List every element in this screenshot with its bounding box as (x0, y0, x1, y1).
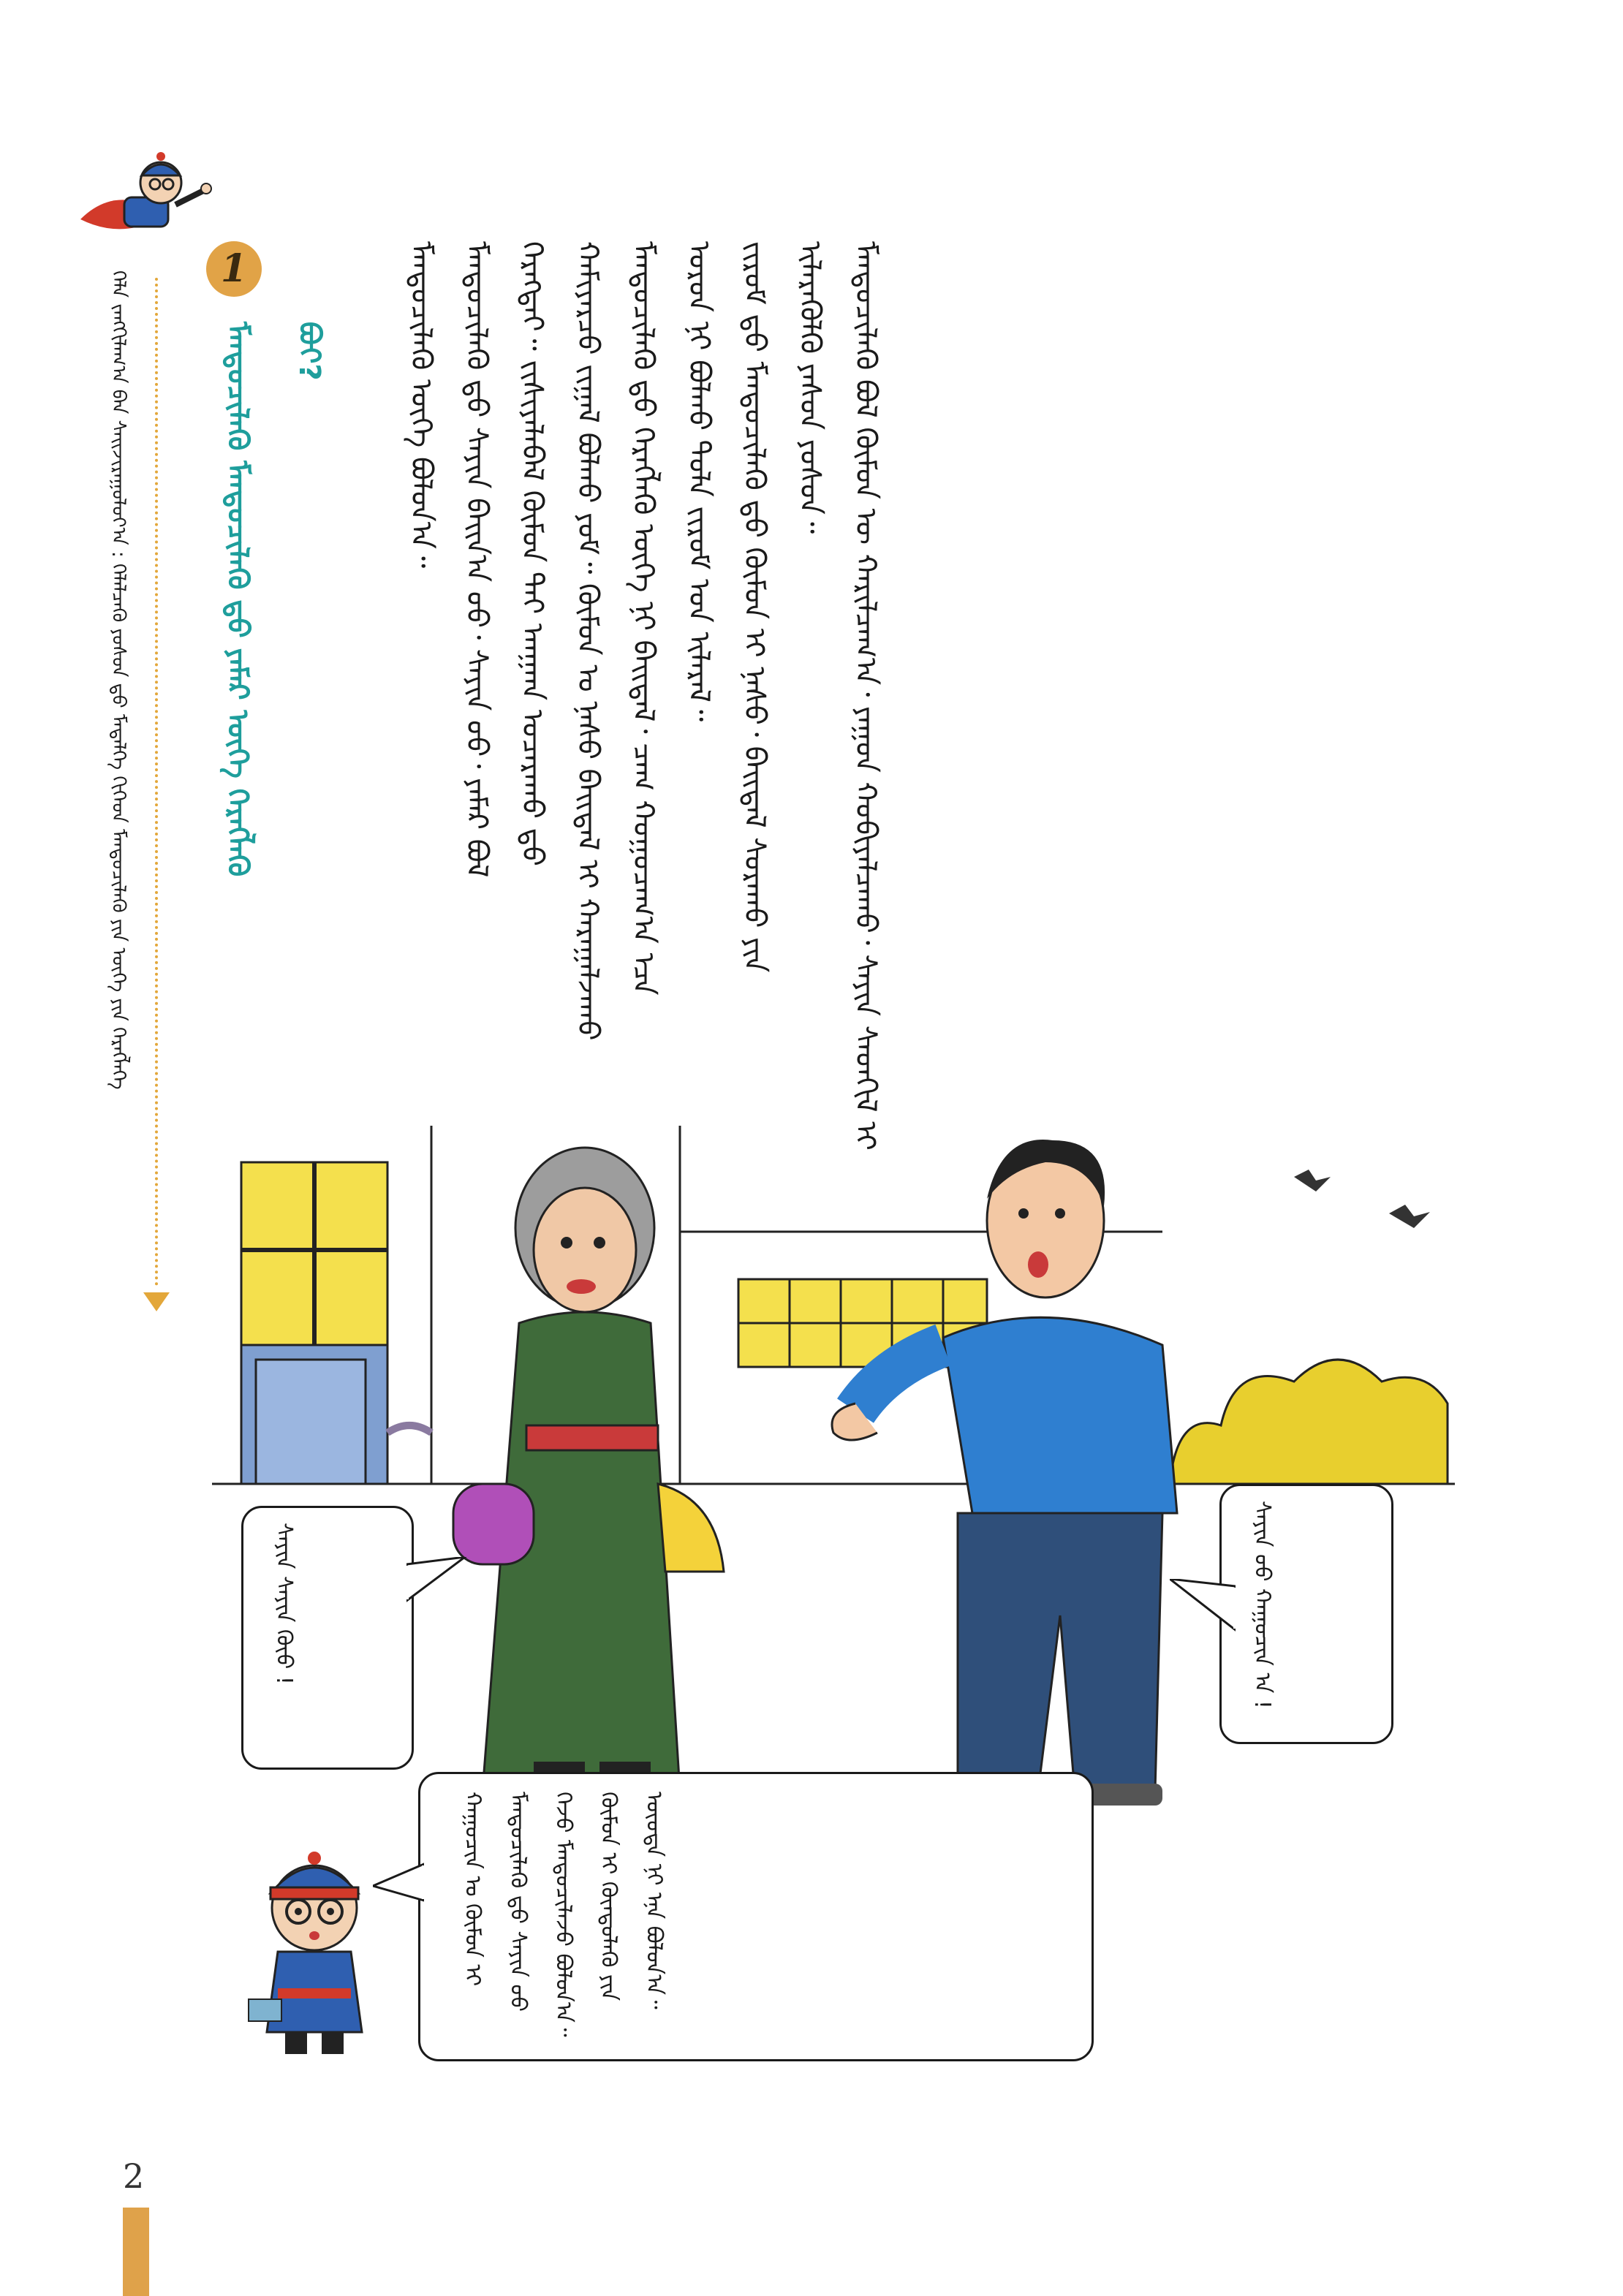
woman-speech-bubble (241, 1506, 414, 1770)
woman-bubble-text: ᠰᠠᠶᠢᠨ ᠰᠠᠶᠢᠨ ᠬᠦᠦ ! (271, 1523, 297, 1685)
footer-accent-bar (123, 2208, 149, 2296)
body-line: ᠮᠡᠨᠳᠦᠴᠢᠯᠡᠬᠦ ᠪᠣᠯ ᠬᠦᠮᠦᠨ ᠦ ᠬᠠᠷᠢᠯᠴᠠᠭ᠎ᠠ᠂ ᠶᠠᠭᠤᠨ ᠬᠤᠪᠢᠶᠠᠯᠴᠠᠬᠤ᠂ ᠰᠠᠶᠢᠨ ᠰᠡᠳᠭᠢᠯ ᠢ (849, 241, 882, 1151)
body-line: ᠮᠡᠨᠳᠦᠴᠢᠯᠡᠬᠦ ᠳ᠋ᠤ ᠰᠠᠶᠢᠨ ᠪᠠᠢᠨ᠎ᠠ ᠤᠤ᠂ ᠰᠠᠶᠢᠨ ᠤᠤ᠂ ᠶᠠᠮᠠᠷ ᠪᠣᠯ (460, 241, 493, 878)
body-line: ᠵᠢᠷᠤᠮ ᠳ᠋ᠤ ᠮᠡᠨᠳᠦᠴᠢᠯᠡᠬᠦ ᠳ᠋ᠤ ᠬᠦᠮᠦᠨ ᠢ ᠨᠠᠰᠤ᠂ ᠪᠠᠢᠳᠠᠯ ᠰᠤᠷᠠᠬᠤ ᠶᠢᠨ (738, 241, 771, 973)
lesson-title-line-1: ᠮᠡᠨᠳᠦᠴᠢᠯᠡᠬᠦ ᠮᠡᠨᠳᠦᠴᠢᠯᠡᠬᠦ ᠳ᠋ᠤ ᠶᠠᠮᠠᠷ ᠦᠭᠡ ᠬᠡᠷᠡᠭᠯᠡᠬᠦ (221, 322, 254, 877)
lesson-title-line-2: ᠪᠤᠢ? (292, 322, 326, 381)
body-line: ᠬᠠᠮᠢᠶᠠᠷᠴᠤ ᠵᠢᠭᠠᠯ ᠪᠣᠯᠬᠤ ᠶᠤᠮ᠃ ᠬᠦᠮᠦᠨ ᠤ ᠨᠠᠰᠤ ᠪᠠᠢᠳᠠᠯ ᠢ ᠬᠠᠷᠠᠭᠠᠯᠵᠠᠬᠤ (571, 241, 605, 1041)
man-speech-bubble (1219, 1484, 1393, 1744)
flying-boy-icon (66, 139, 212, 256)
woman-figure (453, 1148, 724, 1798)
lesson-number-badge: 1 (206, 241, 262, 297)
divider-arrow-icon (143, 1292, 170, 1311)
boy-speech-bubble (418, 1772, 1094, 2061)
body-line: ᠣᠷᠣᠨ ᠨᠢ ᠪᠣᠯᠬᠤ ᠲᠤᠯᠠ ᠵᠢᠷᠤᠮ ᠤᠨ ᠢᠯᠡᠷᠡᠯ᠃ (682, 241, 716, 722)
man-bubble-tail (1170, 1579, 1236, 1648)
boy-bubble-text: ᠬᠠᠭᠤᠴᠢᠨ ᠤ ᠬᠦᠮᠦᠨ ᠢ ᠮᠡᠨᠳᠦᠴᠢᠯᠡᠬᠦ ᠳ᠋ᠤ ᠰᠠᠶᠢᠨ ᠤᠤ ᠭᠡᠵᠦ ᠮᠡᠨᠳᠦᠴᠢᠯᠡᠵᠦ ᠪᠣᠯᠤᠨ᠎ᠠ᠃ ᠬᠦᠮᠦᠨ ᠢ ᠬᠦᠨᠳᠦᠯᠡᠬᠦ ᠶᠢᠨ ᠦᠦᠳᠡ ᠨᠢ ᠡᠨᠡ ᠪᠣᠯᠤᠨ᠎ᠠ᠃ (460, 1792, 667, 2037)
running-title: ᠬᠡᠯᠡ ᠵᠠᠩᠭᠢᠯᠠᠭ᠎ᠠ ᠪᠠᠨ ᠰᠠᠢᠵᠢᠷᠠᠭᠤᠯᠤᠶ᠎ᠠ : ᠬᠡᠯᠡᠯᠴᠡᠬᠦ ᠶᠣᠰᠤᠨ ᠳ᠋ᠤ ᠮᠡᠳᠡᠯᠭᠡ ᠬᠢᠭᠡᠳ ᠮᠡᠨᠳᠦᠴᠢᠯᠡᠬᠦ ᠶᠢᠨ ᠦᠭᠡ ᠶᠢᠨ ᠬᠡᠷᠡᠭᠯᠡᠬᠡ (107, 270, 129, 1090)
body-line: ᠢᠯᠡᠷᠡᠬᠦᠯᠬᠦ ᠶᠠᠰᠤᠨ ᠶᠣᠰᠤᠨ᠃ (793, 241, 827, 534)
body-line: ᠬᠡᠷᠡᠭᠲᠡᠢ᠃ ᠵᠢᠱᠢᠶᠡᠯᠡᠪᠡᠯ ᠬᠦᠮᠦᠨ ᠲᠡᠢ ᠠᠨᠭ᠋ᠬᠠ ᠤᠴᠠᠷᠠᠬᠤ ᠳ᠋ᠤ (515, 241, 549, 866)
page-number: 2 (123, 2156, 145, 2196)
boy-mascot (241, 1842, 387, 2064)
boy-mascot-icon (241, 1842, 387, 2061)
woman-bubble-tail (406, 1557, 472, 1618)
header-mascot (66, 139, 212, 256)
man-bubble-text: ᠰᠠᠶᠢᠨ ᠤᠤ ᠬᠠᠭᠤᠴᠢᠨ ᠠ ! (1249, 1501, 1275, 1709)
body-line: ᠮᠡᠨᠳᠦᠴᠢᠯᠡᠬᠦ ᠦᠭᠡ ᠪᠣᠯᠤᠨ᠎ᠠ᠃ (404, 241, 438, 569)
header-divider (155, 278, 158, 1287)
man-figure (832, 1140, 1177, 1806)
body-line: ᠮᠡᠨᠳᠦᠴᠢᠯᠡᠬᠦ ᠳ᠋ᠤ ᠬᠡᠷᠡᠭᠯᠡᠬᠦ ᠦᠭᠡ ᠨᠢ ᠪᠠᠢᠳᠠᠯ᠂ ᠴᠠᠭ ᠬᠤᠭᠤᠴᠠᠭ᠎ᠠ ᠡᠴᠡ (627, 241, 660, 996)
